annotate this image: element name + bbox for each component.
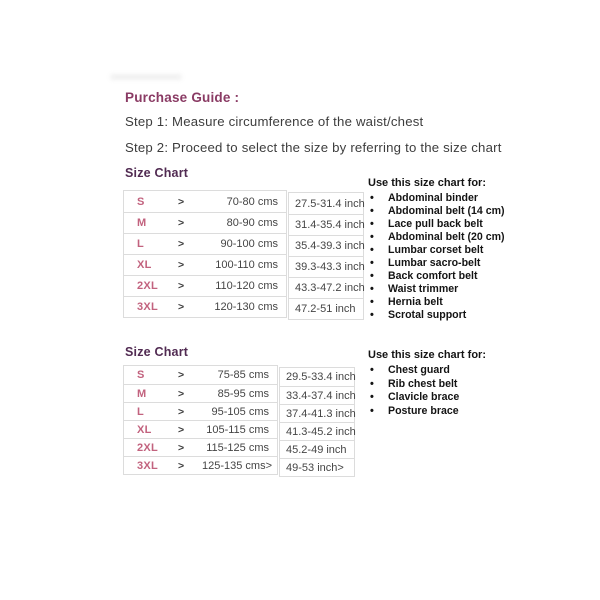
use-for-title-2: Use this size chart for: (368, 349, 486, 361)
chevron-right-icon: > (178, 280, 185, 292)
size-label: 2XL (137, 280, 159, 292)
size-chart-title-1: Size Chart (125, 166, 189, 180)
inch-range: 29.5-33.4 inch (286, 371, 356, 383)
chevron-right-icon: > (178, 459, 185, 472)
size-chart-title-2: Size Chart (125, 345, 189, 359)
size-label: XL (137, 259, 152, 271)
size-chart-section-1 (123, 166, 505, 321)
cms-range: 105-115 cms (206, 423, 269, 436)
page-title: Purchase Guide : (125, 90, 240, 105)
use-for-item: • Clavicle brace (368, 391, 528, 405)
chevron-right-icon: > (178, 259, 185, 271)
cms-range: 85-95 cms (217, 387, 269, 400)
use-for-item: • Waist trimmer (368, 283, 528, 296)
size-table-2-inch-column (279, 367, 355, 477)
step-1-text: Step 1: Measure circumference of the waist/chest (125, 114, 424, 129)
size-table-2-main (123, 365, 278, 475)
table-row (124, 254, 286, 275)
inch-range: 33.4-37.4 inch (280, 386, 354, 404)
size-label: 2XL (137, 441, 159, 454)
use-for-item: • Abdominal binder (368, 192, 528, 205)
chevron-right-icon: > (178, 387, 185, 400)
use-for-item: • Hernia belt (368, 296, 528, 309)
size-chart-section-2 (123, 345, 486, 477)
cms-range: 80-90 cms (226, 217, 278, 229)
chevron-right-icon: > (178, 441, 185, 454)
table-row (124, 296, 286, 317)
use-for-item: • Back comfort belt (368, 270, 528, 283)
inch-range: 27.5-31.4 inch (295, 197, 365, 210)
use-for-item: • Abdominal belt (14 cm) (368, 205, 528, 218)
use-for-block-2 (368, 349, 528, 418)
use-for-item: • Lumbar sacro-belt (368, 257, 528, 270)
chevron-right-icon: > (178, 405, 185, 418)
size-table-1-main (123, 190, 287, 318)
cropped-text-artifact (110, 74, 182, 80)
size-label: S (137, 369, 145, 381)
use-for-list-1 (368, 192, 528, 322)
cms-range: 90-100 cms (220, 238, 278, 250)
chevron-right-icon: > (178, 217, 185, 229)
table-row (124, 366, 277, 384)
use-for-item: • Abdominal belt (20 cm) (368, 231, 528, 244)
size-label: L (137, 238, 145, 250)
inch-range: 35.4-39.3 inch (289, 235, 363, 256)
step-2-text: Step 2: Proceed to select the size by referring to the size chart (125, 140, 502, 155)
size-table-1-inch-column (288, 192, 364, 320)
size-label: 3XL (137, 459, 159, 472)
inch-range: 43.3-47.2 inch (289, 277, 363, 298)
cms-range: 95-105 cms (211, 405, 269, 418)
size-label: 3XL (137, 301, 159, 313)
table-row (124, 456, 277, 474)
table-row (124, 275, 286, 296)
cms-range: 110-120 cms (215, 280, 278, 292)
inch-range: 47.2-51 inch (289, 298, 363, 319)
cms-range: 70-80 cms (226, 195, 278, 208)
use-for-list-2 (368, 364, 528, 418)
use-for-item: • Lumbar corset belt (368, 244, 528, 257)
inch-range: 41.3-45.2 inch (280, 422, 354, 440)
size-table-1 (123, 190, 364, 320)
chevron-right-icon: > (178, 195, 185, 208)
inch-range: 31.4-35.4 inch (289, 214, 363, 235)
chevron-right-icon: > (178, 238, 185, 250)
chevron-right-icon: > (178, 369, 185, 381)
cms-range: 120-130 cms (214, 301, 278, 313)
inch-range: 39.3-43.3 inch (289, 256, 363, 277)
table-row (124, 420, 277, 438)
use-for-title-1: Use this size chart for: (368, 177, 486, 189)
size-label: XL (137, 423, 152, 436)
size-label: M (137, 387, 147, 400)
chevron-right-icon: > (178, 301, 185, 313)
inch-range: 37.4-41.3 inch (280, 404, 354, 422)
use-for-item: • Rib chest belt (368, 378, 528, 392)
cms-range: 100-110 cms (215, 259, 278, 271)
cms-range: 125-135 cms> (202, 459, 273, 472)
size-label: S (137, 195, 145, 208)
cms-range: 75-85 cms (217, 369, 269, 381)
table-row (124, 233, 286, 254)
use-for-item: • Scrotal support (368, 309, 528, 322)
size-label: L (137, 405, 145, 418)
size-table-2 (123, 365, 355, 477)
table-row (124, 402, 277, 420)
size-label: M (137, 217, 147, 229)
table-row (124, 212, 286, 233)
use-for-block-1 (368, 177, 528, 322)
use-for-item: • Chest guard (368, 364, 528, 378)
use-for-item: • Lace pull back belt (368, 218, 528, 231)
use-for-item: • Posture brace (368, 405, 528, 419)
table-row (124, 191, 286, 212)
table-row (124, 384, 277, 402)
chevron-right-icon: > (178, 423, 185, 436)
inch-range: 45.2-49 inch (280, 440, 354, 458)
cms-range: 115-125 cms (206, 441, 269, 454)
inch-range: 49-53 inch> (280, 458, 354, 476)
table-row (124, 438, 277, 456)
